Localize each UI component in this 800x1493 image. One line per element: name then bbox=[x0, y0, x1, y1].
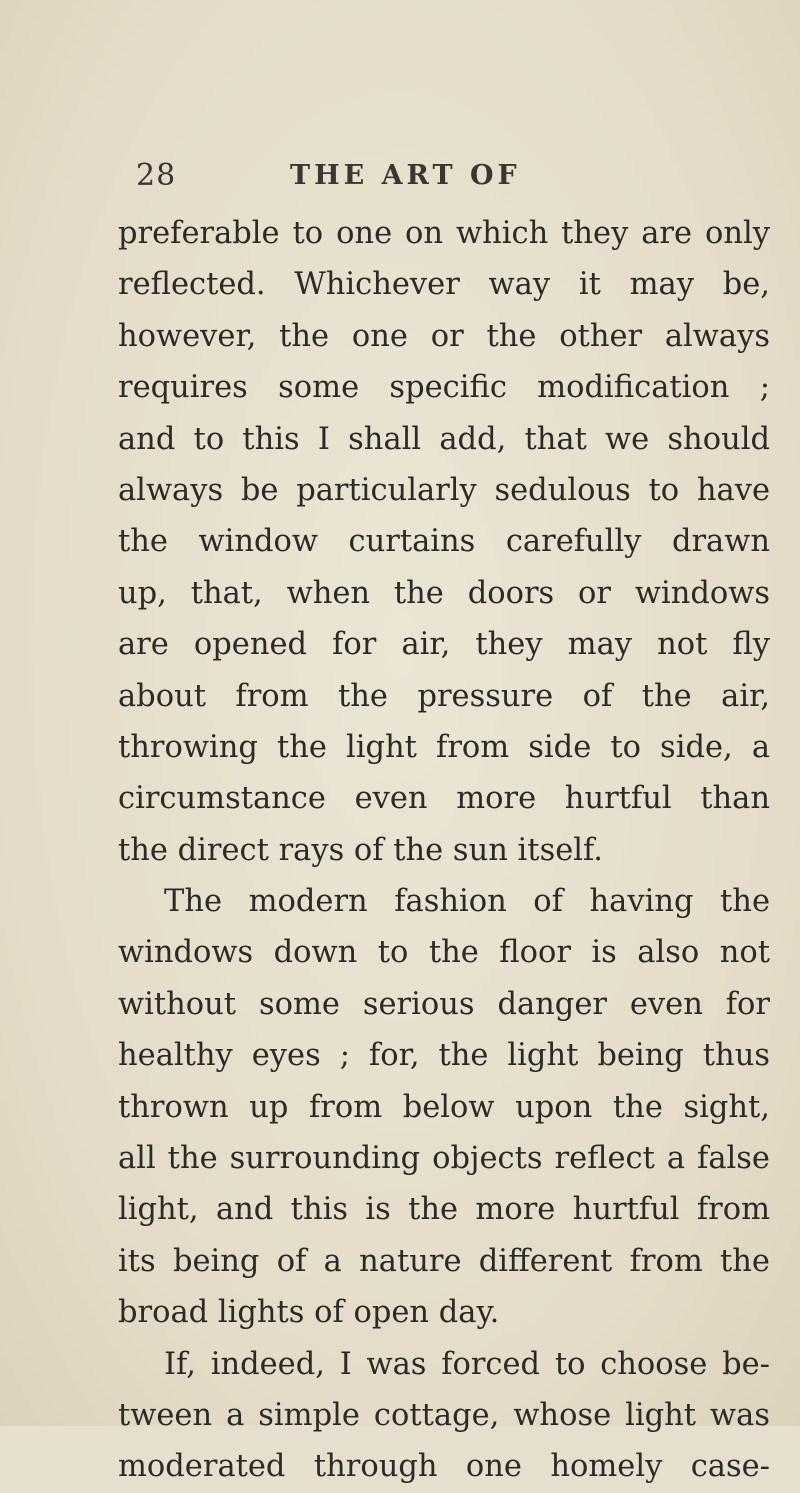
text-line: without some serious danger even for bbox=[118, 986, 770, 1022]
text-line: however, the one or the other always bbox=[118, 318, 770, 354]
paragraph-start-line: The modern fashion of having the bbox=[164, 884, 770, 920]
text-line: about from the pressure of the air, bbox=[118, 678, 770, 714]
text-line: tween a simple cottage, whose light was bbox=[118, 1397, 770, 1433]
text-line: always be particularly sedulous to have bbox=[118, 472, 770, 508]
paragraph-end-line: broad lights of open day. bbox=[118, 1295, 500, 1331]
text-line: reflected. Whichever way it may be, bbox=[118, 267, 770, 303]
text-line: moderated through one homely case- bbox=[118, 1449, 770, 1485]
running-head: THE ART OF bbox=[290, 160, 521, 191]
text-line: windows down to the floor is also not bbox=[118, 935, 770, 971]
text-line: healthy eyes ; for, the light being thus bbox=[118, 1038, 770, 1074]
text-line: requires some specific modification ; bbox=[118, 370, 770, 406]
text-line: light, and this is the more hurtful from bbox=[118, 1192, 770, 1228]
page-header bbox=[0, 158, 800, 198]
page-number: 28 bbox=[136, 158, 177, 193]
text-line: throwing the light from side to side, a bbox=[118, 729, 770, 765]
text-line: up, that, when the doors or windows bbox=[118, 575, 770, 611]
text-line: thrown up from below upon the sight, bbox=[118, 1089, 770, 1125]
paragraph-end-line: the direct rays of the sun itself. bbox=[118, 832, 603, 868]
paragraph-start-line: If, indeed, I was forced to choose be- bbox=[164, 1346, 770, 1382]
text-line: are opened for air, they may not fly bbox=[118, 627, 770, 663]
text-line: circumstance even more hurtful than bbox=[118, 781, 770, 817]
text-line: and to this I shall add, that we should bbox=[118, 421, 770, 457]
body-text bbox=[118, 208, 770, 1493]
text-line: the window curtains carefully drawn bbox=[118, 524, 770, 560]
text-line: all the surrounding objects reflect a false bbox=[118, 1141, 770, 1177]
text-line: preferable to one on which they are only bbox=[118, 216, 770, 251]
text-line: its being of a nature different from the bbox=[118, 1243, 770, 1279]
